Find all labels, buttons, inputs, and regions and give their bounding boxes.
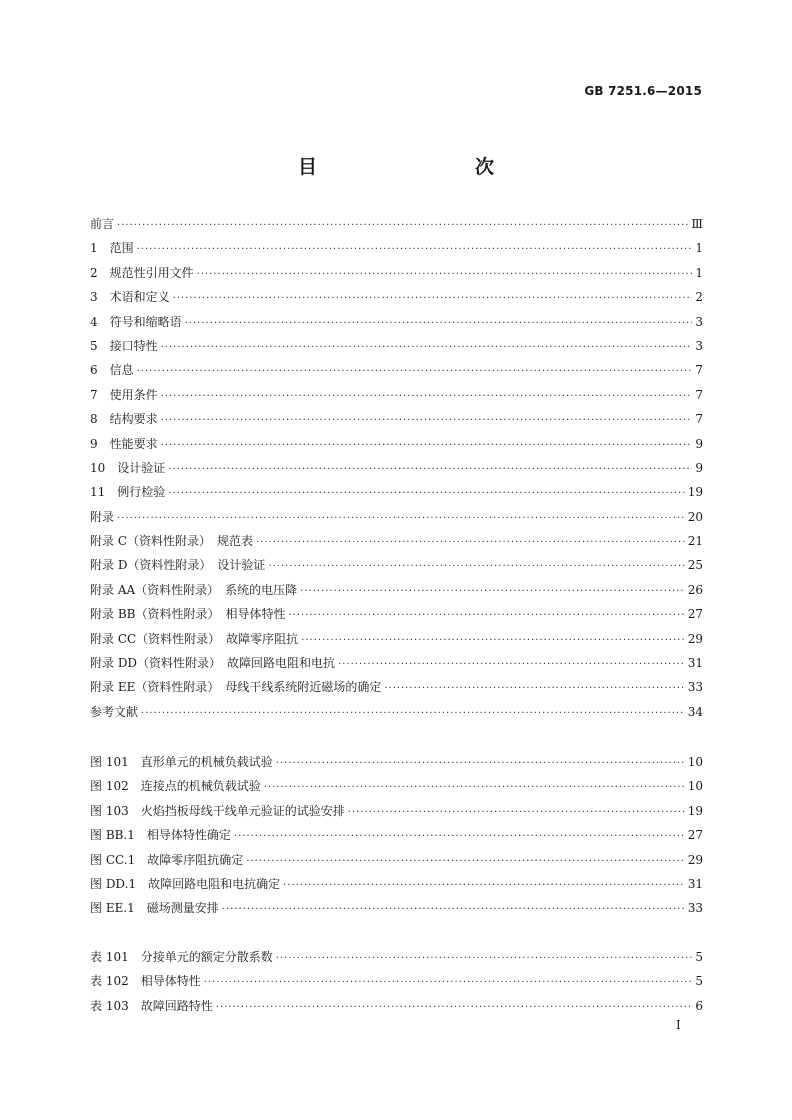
toc-entry-page: 19: [687, 485, 703, 500]
toc-entry[interactable]: [90, 529, 703, 553]
toc-entry[interactable]: [90, 212, 703, 236]
toc-entry[interactable]: [90, 872, 703, 896]
toc-entry[interactable]: [90, 602, 703, 626]
toc-entry-title: 8 结构要求: [90, 412, 158, 427]
toc-entry[interactable]: [90, 480, 703, 504]
toc-entry-page: 29: [687, 852, 703, 867]
toc-entry[interactable]: [90, 578, 703, 602]
toc-entry-page: 3: [695, 314, 703, 329]
toc-main-list: [90, 212, 703, 724]
toc-entry-title: 表 103 故障回路特性: [90, 998, 213, 1013]
toc-entry[interactable]: [90, 432, 703, 456]
toc-entry-title: 9 性能要求: [90, 436, 158, 451]
toc-entry-title: 6 信息: [90, 363, 134, 378]
toc-entry[interactable]: [90, 261, 703, 285]
dot-leader: [117, 507, 685, 531]
toc-entry-title: 前言: [90, 217, 115, 231]
toc-entry-title: 11 例行检验: [90, 485, 166, 500]
toc-entry-page: 9: [695, 436, 703, 451]
toc-entry[interactable]: [90, 945, 703, 969]
toc-entry[interactable]: [90, 285, 703, 309]
toc-entry-title: 图 101 直形单元的机械负载试验: [90, 755, 273, 769]
page-number: Ⅰ: [676, 1018, 681, 1032]
dot-leader: [168, 482, 684, 506]
toc-entry-page: 27: [687, 828, 703, 843]
dot-leader: [301, 629, 685, 653]
toc-entry-title: 10 设计验证: [90, 460, 166, 475]
toc-entry-title: 表 101 分接单元的额定分散系数: [90, 950, 273, 964]
dot-leader: [246, 850, 685, 874]
dot-leader: [161, 409, 692, 433]
dot-leader: [168, 458, 692, 482]
dot-leader: [338, 653, 685, 677]
toc-entry-page: 1: [695, 265, 703, 280]
toc-entry-page: 3: [695, 338, 703, 353]
toc-entry-title: 附录 C（资料性附录） 规范表: [90, 534, 253, 549]
toc-entry-title: 附录: [90, 509, 115, 524]
dot-leader: [283, 874, 685, 898]
toc-entry-title: 图 DD.1 故障回路电阻和电抗确定: [90, 876, 281, 891]
toc-entry-title: 附录 DD（资料性附录） 故障回路电阻和电抗: [90, 656, 336, 671]
toc-entry[interactable]: [90, 700, 703, 724]
toc-entry-title: 图 CC.1 故障零序阻抗确定: [90, 852, 244, 867]
dot-leader: [173, 287, 692, 311]
dot-leader: [161, 385, 692, 409]
toc-entry-title: 参考文献: [90, 704, 139, 719]
dot-leader: [204, 971, 692, 995]
toc-entry[interactable]: [90, 407, 703, 431]
toc-entry[interactable]: [90, 675, 703, 699]
toc-entry-title: 图 BB.1 相导体特性确定: [90, 828, 231, 843]
toc-entry-page: 7: [695, 387, 703, 402]
toc-entry-page: 5: [695, 950, 703, 964]
toc-entry-title: 附录 D（资料性附录） 设计验证: [90, 558, 266, 573]
toc-entry-title: 附录 EE（资料性附录） 母线干线系统附近磁场的确定: [90, 680, 382, 695]
toc-entry-title: 7 使用条件: [90, 387, 158, 402]
dot-leader: [161, 336, 692, 360]
toc-entry-page: 33: [687, 901, 703, 916]
toc-entry-page: 26: [687, 582, 703, 597]
toc-entry[interactable]: [90, 505, 703, 529]
toc-entry-title: 4 符号和缩略语: [90, 314, 182, 329]
toc-entry[interactable]: [90, 456, 703, 480]
dot-leader: [185, 312, 692, 336]
toc-entry-page: 9: [695, 460, 703, 475]
dot-leader: [141, 702, 685, 726]
toc-entry-page: 31: [687, 876, 703, 891]
dot-leader: [264, 776, 685, 800]
toc-entry-page: 10: [687, 779, 703, 794]
toc-entry-title: 3 术语和定义: [90, 290, 170, 305]
toc-entry[interactable]: [90, 774, 703, 798]
toc-entry[interactable]: [90, 553, 703, 577]
toc-entry-page: 1: [695, 241, 703, 256]
toc-entry-page: 20: [687, 509, 703, 524]
toc-entry[interactable]: [90, 799, 703, 823]
dot-leader: [348, 801, 685, 825]
dot-leader: [137, 360, 692, 384]
toc-entry-page: 34: [687, 704, 703, 719]
dot-leader: [300, 580, 685, 604]
toc-entry-page: 27: [687, 607, 703, 622]
dot-leader: [117, 214, 688, 238]
toc-entry[interactable]: [90, 750, 703, 774]
toc-entry-title: 图 103 火焰挡板母线干线单元验证的试验安排: [90, 803, 345, 818]
toc-entry-page: 31: [687, 656, 703, 671]
dot-leader: [216, 996, 692, 1020]
toc-entry-page: 6: [695, 998, 703, 1013]
toc-entry[interactable]: [90, 310, 703, 334]
dot-leader: [276, 752, 685, 776]
toc-entry-page: Ⅲ: [691, 217, 703, 231]
dot-leader: [234, 825, 685, 849]
toc-entry-title: 表 102 相导体特性: [90, 974, 201, 989]
toc-entry-title: 附录 CC（资料性附录） 故障零序阻抗: [90, 631, 299, 646]
toc-entry[interactable]: [90, 383, 703, 407]
dot-leader: [161, 434, 692, 458]
toc-entry[interactable]: [90, 627, 703, 651]
toc-entry-title: 附录 AA（资料性附录） 系统的电压降: [90, 582, 298, 597]
toc-entry-page: 2: [695, 290, 703, 305]
toc-entry-title: 5 接口特性: [90, 338, 158, 353]
toc-entry-page: 5: [695, 974, 703, 989]
dot-leader: [384, 677, 684, 701]
toc-entry[interactable]: [90, 823, 703, 847]
toc-entry[interactable]: [90, 896, 703, 920]
toc-entry[interactable]: [90, 651, 703, 675]
toc-entry[interactable]: [90, 848, 703, 872]
toc-entry-page: 7: [695, 412, 703, 427]
toc-entry-page: 33: [687, 680, 703, 695]
dot-leader: [197, 263, 692, 287]
toc-entry-title: 2 规范性引用文件: [90, 265, 194, 280]
toc-entry[interactable]: [90, 236, 703, 260]
toc-entry[interactable]: [90, 334, 703, 358]
dot-leader: [268, 555, 684, 579]
dot-leader: [288, 604, 684, 628]
toc-entry[interactable]: [90, 358, 703, 382]
dot-leader: [276, 947, 692, 971]
toc-entry-page: 21: [687, 534, 703, 549]
dot-leader: [256, 531, 685, 555]
toc-entry-title: 1 范围: [90, 241, 134, 256]
dot-leader: [137, 238, 692, 262]
toc-entry-page: 10: [687, 755, 703, 769]
toc-entry-page: 19: [687, 803, 703, 818]
dot-leader: [222, 898, 685, 922]
toc-entry-title: 附录 BB（资料性附录） 相导体特性: [90, 607, 286, 622]
page-title: 目 次: [297, 156, 534, 178]
toc-entry-page: 7: [695, 363, 703, 378]
toc-entry-title: 图 102 连接点的机械负载试验: [90, 779, 261, 794]
toc-entry-page: 25: [687, 558, 703, 573]
standard-code: GB 7251.6—2015: [584, 84, 702, 98]
toc-entry[interactable]: [90, 969, 703, 993]
toc-tables-list: [90, 945, 703, 1018]
toc-entry[interactable]: [90, 994, 703, 1018]
toc-entry-page: 29: [687, 631, 703, 646]
toc-figures-list: [90, 750, 703, 921]
toc-entry-title: 图 EE.1 磁场测量安排: [90, 901, 219, 916]
